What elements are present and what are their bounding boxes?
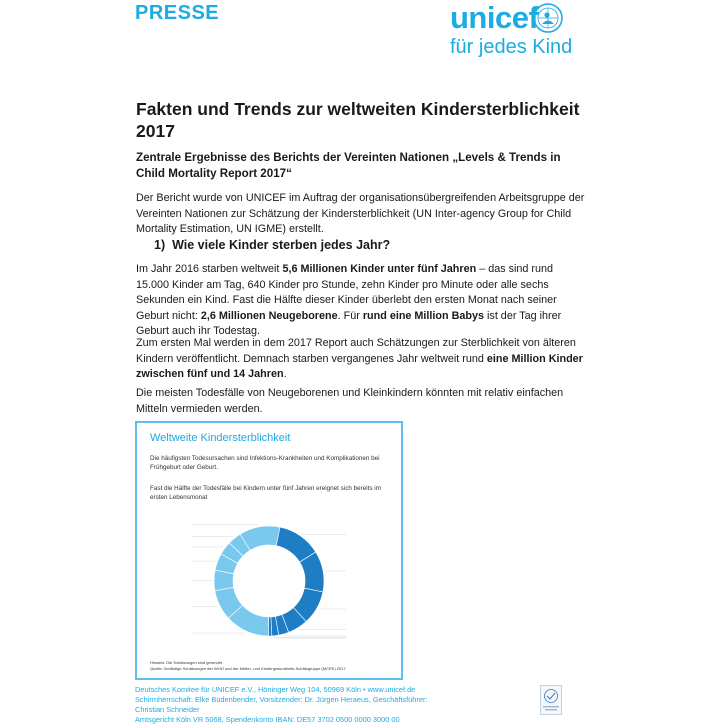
infographic-text-1: Die häufigsten Todesursachen sind Infektions-Krankheiten und Komplikationen bei Frühgeburt oder Geburt. bbox=[150, 455, 380, 471]
paragraph-1 bbox=[136, 262, 588, 340]
unicef-tagline: für jedes Kind bbox=[450, 36, 573, 58]
unicef-emblem-icon bbox=[532, 2, 564, 34]
section-heading-text: Wie viele Kinder sterben jedes Jahr? bbox=[172, 238, 391, 252]
p2-text-a: Zum ersten Mal werden in dem 2017 Report auch Schätzungen zur Sterblichkeit von älteren Kindern veröffentlicht. Demnach starben vergangenes Jahr weltweit rund bbox=[136, 337, 576, 365]
p1-emphasis-newborns: 2,6 Millionen Neugeborene bbox=[200, 309, 338, 322]
mortality-donut-chart bbox=[137, 509, 401, 657]
footer-board: Schirmherrschaft: Elke Büdenbender, Vorsitzender: Dr. Jürgen Heraeus, Geschäftsführer: Christian Schneider bbox=[135, 695, 428, 714]
p1-text-g: ist der Tag ihrer Geburt auch ihr Todestag. bbox=[136, 309, 562, 337]
p1-emphasis-babies: rund eine Million Babys bbox=[362, 309, 485, 322]
intro-paragraph: Der Bericht wurde von UNICEF im Auftrag der organisationsübergreifenden Arbeitsgruppe der Vereinten Nationen zur Schätzung der Kindersterblichkeit (UN Inter-agency Group for Child Mortality Estimation, UN IGME) erstellt. bbox=[136, 192, 585, 235]
section-heading bbox=[154, 238, 390, 252]
p2-emphasis: eine Million Kinder zwischen fünf und 14 Jahren bbox=[136, 352, 583, 380]
p2-text-c: . bbox=[283, 368, 287, 380]
p1-text-e: . Für bbox=[337, 309, 363, 322]
note-hinweis: Hinweis: Die Schätzungen sind gerundet. bbox=[150, 660, 224, 665]
presse-label: PRESSE bbox=[135, 2, 220, 24]
infographic-notes bbox=[150, 660, 395, 672]
footer bbox=[135, 685, 435, 725]
paragraph-2 bbox=[136, 336, 588, 383]
paragraph-3: Die meisten Todesfälle von Neugeborenen und Kleinkindern könnten mit relativ einfachen Mitteln vermieden werden. bbox=[136, 387, 564, 415]
footer-registry: Amtsgericht Köln VR 5068, Spendenkonto IBAN: DE57 3702 0500 0000 3000 00 bbox=[135, 715, 400, 724]
dzi-seal-icon bbox=[540, 685, 562, 715]
infographic-box bbox=[135, 421, 403, 680]
note-quelle: Quelle: Vorläufige Schätzungen der WHO und der Mütter- und Kindergesundheits-Schätzgruppe (MCEE) 2017 bbox=[150, 666, 346, 671]
infographic-text-2: Fast die Hälfte der Todesfälle bei Kindern unter fünf Jahren ereignet sich bereits im ersten Lebensmonat bbox=[150, 485, 381, 501]
infographic-title: Weltweite Kindersterblichkeit bbox=[150, 432, 291, 444]
p1-emphasis-children: 5,6 Millionen Kinder unter fünf Jahren bbox=[282, 263, 477, 275]
page-title: Fakten und Trends zur weltweiten Kindersterblichkeit 2017 bbox=[136, 99, 580, 141]
footer-address: Deutsches Komitee für UNICEF e.V., Höninger Weg 104, 50969 Köln • www.unicef.de bbox=[135, 685, 416, 694]
section-number: 1) bbox=[154, 238, 166, 252]
p1-text-c: – das sind rund 15.000 Kinder am Tag, 640 Kinder pro Stunde, zehn Kinder pro Minute oder alle sechs Sekunden ein Kind. Fast die Hälfte dieser Kinder überlebt den ersten Monat nach seiner Geburt nicht: bbox=[136, 263, 557, 322]
unicef-logo-text: unicef bbox=[450, 0, 539, 35]
p1-text-a: Im Jahr 2016 starben weltweit bbox=[136, 263, 283, 275]
page-subtitle: Zentrale Ergebnisse des Berichts der Vereinten Nationen „Levels & Trends in Child Mortality Report 2017“ bbox=[136, 151, 561, 180]
donut-hole bbox=[233, 545, 305, 617]
